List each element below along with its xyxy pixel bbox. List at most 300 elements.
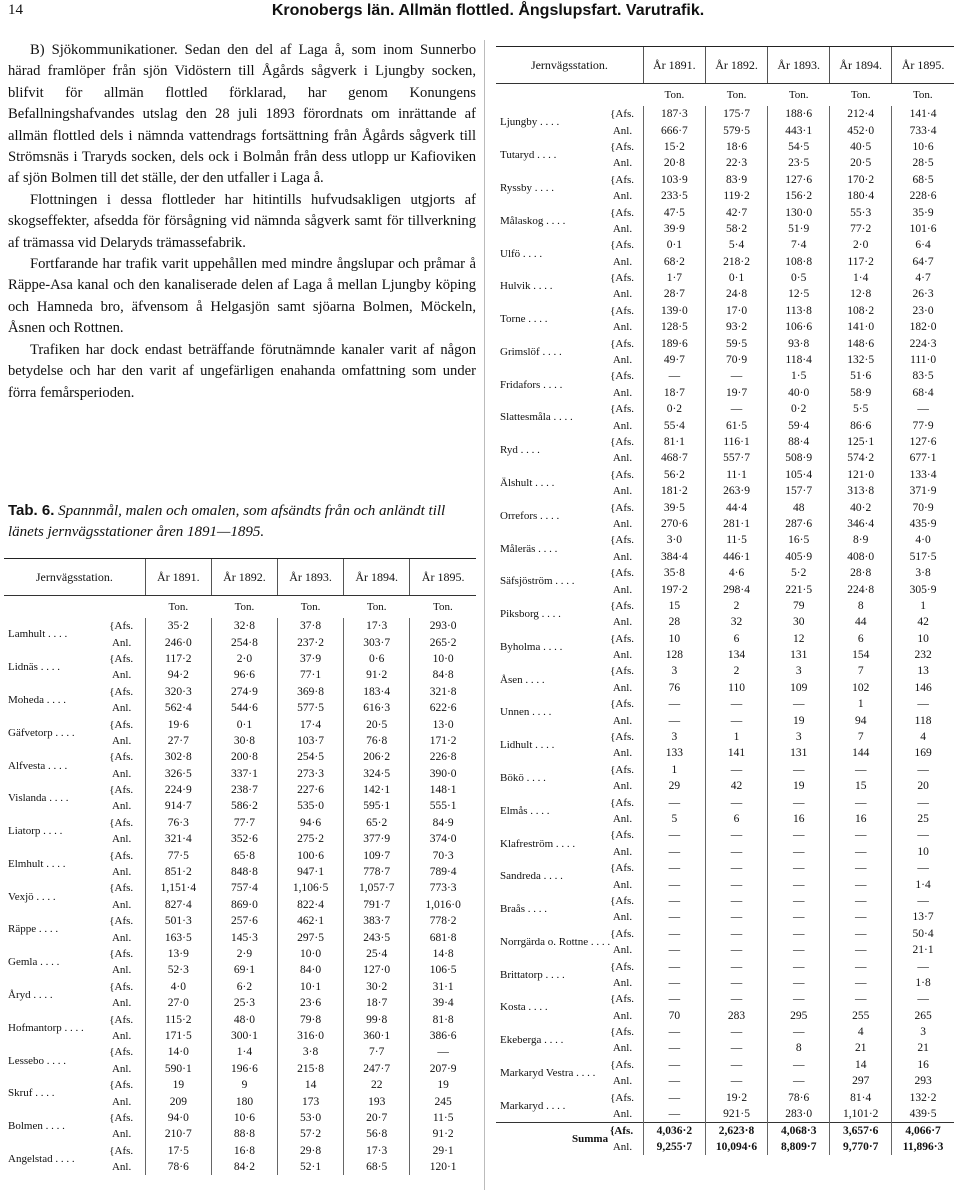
cell-value: 224·8 (830, 581, 892, 597)
cell-value: — (643, 926, 705, 942)
unit-label: Ton. (850, 89, 871, 101)
cell-value: 58·2 (705, 221, 767, 237)
cell-value: 616·3 (344, 700, 410, 716)
kind-label: Anl. (109, 1062, 132, 1075)
cell-value: 56·8 (344, 1126, 410, 1142)
cell-value: 1,101·2 (830, 1106, 892, 1122)
station-name: Gemla . . . . (8, 956, 60, 969)
cell-value: 14·0 (145, 1044, 211, 1060)
cell-value: 55·3 (830, 204, 892, 220)
cell-value: 0·2 (768, 401, 830, 417)
cell-value: 293·0 (410, 618, 476, 634)
cell-value: 76 (643, 680, 705, 696)
cell-value: 255 (830, 1007, 892, 1023)
cell-value: — (643, 712, 705, 728)
cell-value: 462·1 (278, 913, 344, 929)
cell-value: 0·1 (211, 716, 277, 732)
cell-value: 15 (643, 598, 705, 614)
cell-value: 19 (145, 1077, 211, 1093)
cell-value: 3 (768, 729, 830, 745)
cell-value: 20·5 (830, 155, 892, 171)
cell-value: — (768, 696, 830, 712)
cell-value: 182·0 (892, 319, 954, 335)
station-name: Ljungby . . . . (500, 116, 560, 129)
station-row-afs (4, 618, 476, 634)
cell-value: 18·6 (705, 139, 767, 155)
cell-value: 68·2 (643, 254, 705, 270)
cell-value: 84·2 (211, 1159, 277, 1175)
cell-value: — (768, 827, 830, 843)
station-row-afs (496, 106, 954, 122)
cell-value: 8·9 (830, 532, 892, 548)
cell-value: 102 (830, 680, 892, 696)
kind-label: Anl. (610, 1140, 633, 1153)
kind-label: Anl. (109, 964, 132, 977)
sum-value: 9,770·7 (830, 1139, 892, 1155)
cell-value: 5·2 (768, 565, 830, 581)
cell-value: 914·7 (145, 798, 211, 814)
cell-value: 12·8 (830, 286, 892, 302)
cell-value: 209 (145, 1093, 211, 1109)
cell-value: 10·0 (410, 651, 476, 667)
cell-value: — (705, 762, 767, 778)
column-header-station: Jernvägsstation. (4, 559, 145, 596)
cell-value: 26·3 (892, 286, 954, 302)
cell-value: 1·5 (768, 368, 830, 384)
cell-value: 84·0 (278, 962, 344, 978)
cell-value: 226·8 (410, 749, 476, 765)
cell-value: 55·4 (643, 417, 705, 433)
cell-value: 12·5 (768, 286, 830, 302)
cell-value: 579·5 (705, 122, 767, 138)
cell-value: 2·9 (211, 946, 277, 962)
station-name: Elmås . . . . (500, 804, 550, 817)
kind-label: {Afs. (109, 882, 134, 895)
right-table (496, 46, 954, 1155)
kind-label: Anl. (610, 1107, 633, 1120)
cell-value: 188·6 (768, 106, 830, 122)
cell-value: 141 (705, 745, 767, 761)
cell-value: 70·9 (705, 352, 767, 368)
cell-value: 81·4 (830, 1089, 892, 1105)
cell-value: 35·9 (892, 204, 954, 220)
station-name: Lidnäs . . . . (8, 661, 60, 674)
cell-value: 30 (768, 614, 830, 630)
cell-value: 320·3 (145, 684, 211, 700)
cell-value: 61·5 (705, 417, 767, 433)
cell-value: 7·4 (768, 237, 830, 253)
station-row-afs (4, 1110, 476, 1126)
kind-label: {Afs. (109, 1144, 134, 1157)
cell-value: 200·8 (211, 749, 277, 765)
cell-value: 544·6 (211, 700, 277, 716)
sum-value: 4,036·2 (643, 1122, 705, 1138)
cell-value: 15·2 (643, 139, 705, 155)
station-name: Torne . . . . (500, 313, 548, 326)
kind-label: {Afs. (610, 403, 635, 416)
unit-label: Ton. (664, 89, 685, 101)
cell-value: 224·9 (145, 782, 211, 798)
cell-value: 562·4 (145, 700, 211, 716)
cell-value: 77·5 (145, 847, 211, 863)
cell-value: 173 (278, 1093, 344, 1109)
cell-value: 144 (830, 745, 892, 761)
cell-value: 8 (768, 1040, 830, 1056)
cell-value: 14·8 (410, 946, 476, 962)
cell-value: — (643, 958, 705, 974)
station-name: Ryd . . . . (500, 444, 540, 457)
cell-value: 163·5 (145, 929, 211, 945)
cell-value: 274·9 (211, 684, 277, 700)
cell-value: 7 (830, 729, 892, 745)
kind-label: Anl. (109, 1161, 132, 1174)
kind-label: {Afs. (109, 849, 134, 862)
cell-value: 83·9 (705, 172, 767, 188)
cell-value: 16 (768, 811, 830, 827)
cell-value: 3 (643, 729, 705, 745)
cell-value: — (705, 926, 767, 942)
cell-value: 2 (705, 598, 767, 614)
cell-value: 93·2 (705, 319, 767, 335)
cell-value: 791·7 (344, 897, 410, 913)
column-header-year: År 1891. (145, 559, 211, 596)
cell-value: 27·0 (145, 995, 211, 1011)
station-row-afs (4, 749, 476, 765)
kind-label: Anl. (109, 833, 132, 846)
cell-value: 103·9 (643, 172, 705, 188)
cell-value: 29·1 (410, 1143, 476, 1159)
cell-value: 9 (211, 1077, 277, 1093)
cell-value: 35·8 (643, 565, 705, 581)
cell-value: 21 (830, 1040, 892, 1056)
cell-value: 233·5 (643, 188, 705, 204)
station-name: Åryd . . . . (8, 988, 53, 1001)
cell-value: — (643, 1106, 705, 1122)
cell-value: 16·8 (211, 1143, 277, 1159)
cell-value: 49·7 (643, 352, 705, 368)
cell-value: 4·0 (145, 979, 211, 995)
kind-label: {Afs. (610, 632, 635, 645)
cell-value: 1,106·5 (278, 880, 344, 896)
cell-value: 595·1 (344, 798, 410, 814)
kind-label: Anl. (610, 812, 633, 825)
cell-value: 35·2 (145, 618, 211, 634)
station-name: Ulfö . . . . (500, 247, 543, 260)
sum-value: 4,066·7 (892, 1122, 954, 1138)
cell-value: 557·7 (705, 450, 767, 466)
station-row-afs (496, 663, 954, 679)
kind-label: Anl. (109, 1029, 132, 1042)
kind-label: {Afs. (610, 665, 635, 678)
cell-value: 40·0 (768, 385, 830, 401)
kind-label: {Afs. (610, 534, 635, 547)
cell-value: 377·9 (344, 831, 410, 847)
kind-label: {Afs. (610, 436, 635, 448)
station-row-afs (496, 631, 954, 647)
kind-label: Anl. (610, 386, 633, 399)
cell-value: 94·0 (145, 1110, 211, 1126)
kind-label: {Afs. (109, 652, 134, 665)
kind-label: Anl. (610, 354, 633, 367)
cell-value: — (705, 1040, 767, 1056)
kind-label: Anl. (610, 976, 633, 989)
station-name: Hulvik . . . . (500, 280, 553, 293)
cell-value: — (705, 860, 767, 876)
cell-value: 30·2 (344, 979, 410, 995)
cell-value: 40·5 (830, 139, 892, 155)
column-header-station: Jernvägsstation. (496, 47, 643, 84)
kind-label: Anl. (109, 669, 132, 682)
cell-value: 773·3 (410, 880, 476, 896)
kind-label: Anl. (109, 702, 132, 715)
cell-value: 23·5 (768, 155, 830, 171)
kind-label: Anl. (109, 1095, 132, 1108)
cell-value: 300·1 (211, 1028, 277, 1044)
cell-value: — (643, 893, 705, 909)
cell-value: — (705, 1073, 767, 1089)
kind-label: Anl. (610, 517, 633, 530)
cell-value: 869·0 (211, 897, 277, 913)
cell-value: 360·1 (344, 1028, 410, 1044)
station-row-afs (496, 1024, 954, 1040)
cell-value: 0·1 (705, 270, 767, 286)
cell-value: — (768, 893, 830, 909)
cell-value: 281·1 (705, 516, 767, 532)
kind-label: Anl. (109, 800, 132, 813)
kind-label: {Afs. (610, 599, 635, 612)
cell-value: 88·4 (768, 434, 830, 450)
cell-value: 13·9 (145, 946, 211, 962)
cell-value: 535·0 (278, 798, 344, 814)
cell-value: 130·0 (768, 204, 830, 220)
cell-value: 59·5 (705, 335, 767, 351)
station-name: Angelstad . . . . (8, 1152, 75, 1165)
cell-value: 321·4 (145, 831, 211, 847)
cell-value: — (705, 876, 767, 892)
station-row-afs (496, 565, 954, 581)
cell-value: 69·1 (211, 962, 277, 978)
cell-value: 224·3 (892, 335, 954, 351)
kind-label: Anl. (610, 255, 633, 268)
cell-value: 17·3 (344, 1143, 410, 1159)
kind-label: {Afs. (610, 993, 635, 1006)
station-name: Brittatorp . . . . (500, 968, 565, 981)
cell-value: 65·2 (344, 815, 410, 831)
cell-value: 326·5 (145, 766, 211, 782)
cell-value: 86·6 (830, 417, 892, 433)
station-name: Räppe . . . . (8, 923, 59, 936)
cell-value: — (768, 876, 830, 892)
cell-value: 443·1 (768, 122, 830, 138)
kind-label: {Afs. (610, 960, 635, 973)
cell-value: — (643, 1040, 705, 1056)
cell-value: 127·6 (768, 172, 830, 188)
cell-value: 19 (768, 778, 830, 794)
station-row-afs (496, 598, 954, 614)
kind-label: {Afs. (109, 1046, 134, 1059)
cell-value: 156·2 (768, 188, 830, 204)
cell-value: 16 (892, 1057, 954, 1073)
kind-label: {Afs. (109, 948, 134, 960)
cell-value: 51·6 (830, 368, 892, 384)
cell-value: 237·2 (278, 634, 344, 650)
cell-value: 68·5 (892, 172, 954, 188)
cell-value: 133 (643, 745, 705, 761)
cell-value: 148·6 (830, 335, 892, 351)
cell-value: 17·5 (145, 1143, 211, 1159)
cell-value: 6·4 (892, 237, 954, 253)
cell-value: 501·3 (145, 913, 211, 929)
cell-value: — (768, 844, 830, 860)
cell-value: — (705, 844, 767, 860)
cell-value: — (705, 942, 767, 958)
station-row-afs (4, 1077, 476, 1093)
column-header-year: År 1892. (211, 559, 277, 596)
kind-label: {Afs. (610, 894, 635, 907)
cell-value: 175·7 (705, 106, 767, 122)
station-row-afs (496, 1057, 954, 1073)
cell-value: 148·1 (410, 782, 476, 798)
cell-value: 48 (768, 499, 830, 515)
cell-value: 11·5 (410, 1110, 476, 1126)
cell-value: 586·2 (211, 798, 277, 814)
cell-value: 1·8 (892, 975, 954, 991)
cell-value: 32 (705, 614, 767, 630)
station-row-afs (496, 434, 954, 450)
cell-value: 13·0 (410, 716, 476, 732)
station-row-afs (4, 1143, 476, 1159)
kind-label: {Afs. (109, 915, 134, 928)
cell-value: 108·2 (830, 303, 892, 319)
cell-value: 16 (830, 811, 892, 827)
kind-label: Anl. (610, 288, 633, 301)
station-name: Piksborg . . . . (500, 608, 561, 621)
cell-value: 39·4 (410, 995, 476, 1011)
cell-value: 228·6 (892, 188, 954, 204)
kind-label: {Afs. (610, 796, 635, 809)
cell-value: 28·5 (892, 155, 954, 171)
station-row-afs (496, 172, 954, 188)
cell-value: 390·0 (410, 766, 476, 782)
cell-value: — (643, 794, 705, 810)
sum-value: 3,657·6 (830, 1122, 892, 1138)
cell-value: 29·8 (278, 1143, 344, 1159)
kind-label: Anl. (610, 681, 633, 694)
kind-label: Anl. (610, 124, 633, 137)
station-name: Liatorp . . . . (8, 825, 63, 838)
cell-value: 677·1 (892, 450, 954, 466)
station-name: Markaryd . . . . (500, 1099, 566, 1112)
cell-value: 508·9 (768, 450, 830, 466)
cell-value: — (643, 876, 705, 892)
cell-value: 2·0 (830, 237, 892, 253)
cell-value: 44·4 (705, 499, 767, 515)
cell-value: 20·7 (344, 1110, 410, 1126)
cell-value: 20·8 (643, 155, 705, 171)
cell-value: — (892, 860, 954, 876)
table-caption (8, 500, 476, 543)
cell-value: 19·6 (145, 716, 211, 732)
cell-value: 273·3 (278, 766, 344, 782)
station-row-afs (4, 1011, 476, 1027)
station-row-afs (496, 958, 954, 974)
station-row-afs (496, 729, 954, 745)
cell-value: — (830, 762, 892, 778)
cell-value: 57·2 (278, 1126, 344, 1142)
cell-value: 383·7 (344, 913, 410, 929)
kind-label: Anl. (610, 583, 633, 596)
table-number: Tab. 6. (8, 502, 55, 519)
column-header-year: År 1894. (830, 47, 892, 84)
cell-value: 293 (892, 1073, 954, 1089)
cell-value: 94·2 (145, 667, 211, 683)
kind-label: {Afs. (610, 1026, 635, 1039)
kind-label: Anl. (109, 767, 132, 780)
cell-value: 145·3 (211, 929, 277, 945)
cell-value: 2·0 (211, 651, 277, 667)
cell-value: — (643, 1073, 705, 1089)
cell-value: 111·0 (892, 352, 954, 368)
cell-value: 827·4 (145, 897, 211, 913)
station-name: Unnen . . . . (500, 706, 552, 719)
cell-value: 79 (768, 598, 830, 614)
cell-value: — (768, 909, 830, 925)
cell-value: 246·0 (145, 634, 211, 650)
cell-value: 16·5 (768, 532, 830, 548)
cell-value: 265 (892, 1007, 954, 1023)
station-name: Hofmantorp . . . . (8, 1021, 84, 1034)
station-row-afs (496, 893, 954, 909)
kind-label: {Afs. (610, 370, 635, 383)
cell-value: — (643, 1057, 705, 1073)
cell-value: 6 (705, 811, 767, 827)
sum-value: 8,809·7 (768, 1139, 830, 1155)
kind-label: {Afs. (109, 718, 134, 731)
cell-value: 346·4 (830, 516, 892, 532)
page-number: 14 (8, 2, 23, 18)
station-name: Vexjö . . . . (8, 890, 56, 903)
cell-value: 171·2 (410, 733, 476, 749)
table-header-row (4, 559, 476, 596)
cell-value: 21·1 (892, 942, 954, 958)
cell-value: 7·7 (344, 1044, 410, 1060)
cell-value: 3 (768, 663, 830, 679)
cell-value: 4·6 (705, 565, 767, 581)
station-row-afs (496, 499, 954, 515)
cell-value: 187·3 (643, 106, 705, 122)
cell-value: 10 (892, 844, 954, 860)
station-name: Vislanda . . . . (8, 792, 69, 805)
cell-value: 94·6 (278, 815, 344, 831)
cell-value: 81·8 (410, 1011, 476, 1027)
station-name: Gäfvetorp . . . . (8, 726, 75, 739)
station-row-afs (496, 696, 954, 712)
cell-value: 374·0 (410, 831, 476, 847)
column-header-year: År 1893. (768, 47, 830, 84)
station-row-afs (496, 762, 954, 778)
paragraph: Trafiken har dock endast beträffande förutnämnde kanaler varit af någon betydelse och har den varit af ungefärligen enahanda omfattning som under förra femårsperioden. (8, 341, 476, 401)
cell-value: — (705, 827, 767, 843)
cell-value: 113·8 (768, 303, 830, 319)
cell-value: 68·4 (892, 385, 954, 401)
unit-label: Ton. (300, 601, 321, 613)
kind-label: Anl. (610, 419, 633, 432)
cell-value: 446·1 (705, 549, 767, 565)
cell-value: 70·9 (892, 499, 954, 515)
cell-value: 295 (768, 1007, 830, 1023)
cell-value: — (705, 696, 767, 712)
cell-value: 133·4 (892, 467, 954, 483)
